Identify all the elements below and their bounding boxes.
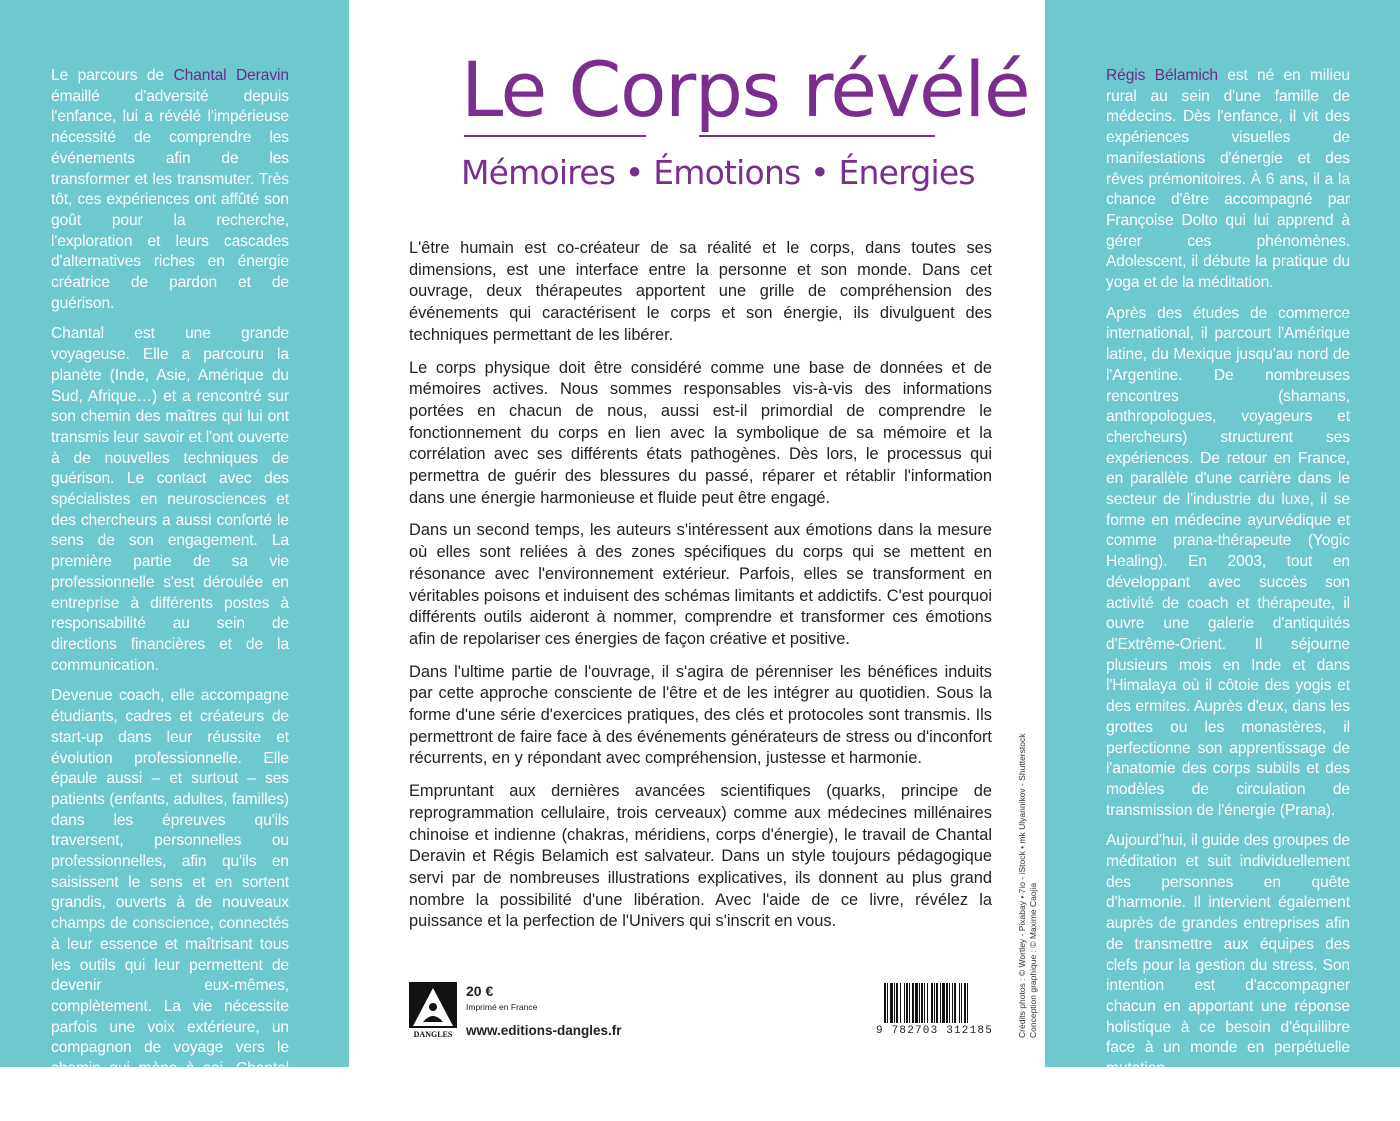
barcode-bar <box>921 983 923 1023</box>
left-bio-paragraph-3: Devenue coach, elle accompagne étudiants, cadres et créateurs de start-up dans leur réussite et évolution professionnelle. Elle épaule aussi – et surtout – ses patients (enfants, adultes, familles) dans les épreuves qu'ils traversent, personnelles ou professionnelles, afin qu'ils en saisissent le sens et en sortent grandis, ouverts à de nouveaux champs de conscience, connectés à leur essence et maîtrisant tous les outils qui leur permettent de devenir eux-mêmes, complètement. La vie nécessite parfois une voix extérieure, un compagnon de voyage vers le chemin qui mène à soi. Chantal Deravin a été cette voix pour de nombreuses personnes. <box>51 687 289 1119</box>
book-subtitle: Mémoires • Émotions • Énergies <box>461 153 975 192</box>
photo-credits <box>1017 734 1038 1038</box>
author-name-regis: Régis Bélamich <box>1106 67 1218 84</box>
barcode-bar <box>904 983 905 1023</box>
barcode-bar <box>954 983 956 1023</box>
barcode-bar <box>900 983 901 1023</box>
barcode-bar <box>884 983 886 1023</box>
barcode-bar <box>896 983 898 1023</box>
barcode-bar <box>936 983 938 1023</box>
barcode-bar <box>906 983 908 1023</box>
barcode-bar <box>942 983 945 1023</box>
right-flap <box>1045 0 1400 1078</box>
author-name-chantal: Chantal Deravin <box>173 67 289 84</box>
barcode <box>884 983 1007 1023</box>
publisher-website[interactable]: www.editions-dangles.fr <box>466 1023 622 1038</box>
right-bio-paragraph-3: Aujourd'hui, il guide des groupes de méditation et suit individuellement des personnes en quête d'harmonie. Il intervient également auprès de grandes entreprises afin de transmettre aux équipes des clefs pour la gestion du stress. Son intention est d'accompagner chacun en apportant une réponse holistique à ce besoin d'équilibre face à un monde en perpétuelle mutation. <box>1106 832 1350 1078</box>
barcode-bar <box>946 983 948 1023</box>
printed-in: Imprimé en France <box>466 1002 538 1012</box>
price: 20 € <box>466 983 494 999</box>
publisher-logo-text: DANGLES <box>413 1030 453 1038</box>
summary-paragraph-3: Dans un second temps, les auteurs s'intéressent aux émotions dans la mesure où elles sont reliées à des zones spécifiques du corps qui se mettent en résonance avec l'environnement extérieur. Parfois, elles se transforment en véritables poisons et induisent des schémas limitants et addictifs. C'est pourquoi différents outils aideront à nommer, comprendre et transformer ces émotions afin de repolariser ces énergies de façon créative et positive. <box>409 521 992 648</box>
left-flap <box>0 0 349 1119</box>
summary-paragraph-1: L'être humain est co-créateur de sa réalité et le corps, dans toutes ses dimensions, est une interface entre la personne et son monde. Dans cet ouvrage, deux thérapeutes apportent une grille de compréhension des événements qui caractérisent le corps et son énergie, ils divulguent des techniques permettant de les libérer. <box>409 239 992 344</box>
barcode-bar <box>967 983 968 1023</box>
barcode-bar <box>952 983 953 1023</box>
credits-line-1: Crédits photos : © Wortley - Pixabay • 7io - iStock • mk Ulyannikov - Shutterstock <box>1017 733 1027 1038</box>
left-bio-paragraph-2: Chantal est une grande voyageuse. Elle a parcouru la planète (Inde, Asie, Amérique du Sud, Afrique…) et a rencontré sur son chemin des maîtres qui lui ont transmis leur savoir et l'ont ouverte à de nouvelles techniques de guérison. Le contact avec des spécialistes en neurosciences et des chercheurs a aussi conforté le sens de son engagement. La première partie de sa vie professionnelle s'est déroulée en entreprise à différents postes à responsabilité au sein de directions financières et de la communication. <box>51 325 289 674</box>
credits-line-2: Conception graphique : © Maxime Caojia <box>1027 882 1038 1038</box>
barcode-bar <box>919 983 920 1023</box>
isbn-number: 9 782703 312185 <box>876 1025 994 1037</box>
back-cover-center <box>349 0 1045 1067</box>
barcode-bar <box>894 983 895 1023</box>
barcode-bar <box>964 983 966 1023</box>
title-underline-left <box>464 135 646 137</box>
barcode-bar <box>961 983 962 1023</box>
barcode-bar <box>927 983 928 1023</box>
right-bio-paragraph-2: Après des études de commerce international, il parcourt l'Amérique latine, du Mexique jusqu'au nord de l'Argentine. De nombreuses rencontres (shamans, anthropologues, voyageurs et chercheurs) structurent ses expériences. De retour en France, en parallèle d'une carrière dans le secteur de l'industrie du luxe, il se forme en médecine ayurvédique et comme prana-thérapeute (Yogic Healing). En 2003, tout en développant avec succès son activité de coach et thérapeute, il ouvre une galerie d'antiquités d'Extrême-Orient. Il séjourne plusieurs mois en Inde et dans l'Himalaya où il côtoie des yogis et des ermites. Auprès d'eux, dans les grottes ou les monastères, il perfectionne son apprentissage de l'anatomie des corps subtils et des modèles de circulation de transmission de l'énergie (Prana). <box>1106 304 1350 819</box>
book-title: Le Corps révélé <box>461 45 1030 134</box>
title-underline-right <box>699 135 935 137</box>
left-bio-paragraph-1: Le parcours de Chantal Deravin émaillé d'adversité depuis l'enfance, lui a révélé l'impérieuse nécessité de comprendre les événements afin de les transformer et les transmuter. Très tôt, ces expériences ont affûté son goût pour la recherche, l'exploration et leurs cascades d'alternatives riches en énergie créatrice de pardon et de guérison. <box>51 67 289 312</box>
summary-paragraph-5: Empruntant aux dernières avancées scientifiques (quarks, principe de reprogrammation cellulaire, trois cerveaux) comme aux médecines millénaires chinoise et indienne (chakras, méridiens, corps d'énergie), le travail de Chantal Deravin et Régis Belamich est salvateur. Dans un style toujours pédagogique servi par de nombreuses illustrations explicatives, ils donnent au plus grand nombre la possibilité d'une libération. Avec l'aide de ce livre, révélez la puissance et la perfection de l'Univers qui s'inscrit en vous. <box>409 782 992 931</box>
book-summary <box>409 238 992 944</box>
barcode-bar <box>890 983 893 1023</box>
barcode-bar <box>915 983 918 1023</box>
barcode-bar <box>940 983 941 1023</box>
summary-paragraph-4: Dans l'ultime partie de l'ouvrage, il s'agira de pérenniser les bénéfices induits par cette approche consciente de l'être et de les intégrer au quotidien. Sous la forme d'une série d'exercices pratiques, des clés et protocoles sont transmis. Ils permettront de faire face à des événements générateurs de stress ou d'inconfort récurrents, en y répondant avec compréhension, justesse et harmonie. <box>409 662 992 768</box>
barcode-bar <box>949 983 950 1023</box>
summary-paragraph-2: Le corps physique doit être considéré comme une base de données et de mémoires actives. Nous sommes responsables vis-à-vis des informations portées en chacun de nous, aussi est-il primordial de comprendre le fonctionnement du corps en lien avec la symbolique de sa mémoire et la corrélation avec ses différents états pathogènes. Dès lors, le processus qui permettra de guérir des blessures du passé, réparer et rétablir l'information dans une énergie harmonieuse et fluide peut être engagé. <box>409 358 992 507</box>
right-bio-paragraph-1: Régis Bélamich est né en milieu rural au sein d'une famille de médecins. Dès l'enfance, il vit des expériences visuelles de manifestations d'énergie et des rêves prémonitoires. À 6 ans, il a la chance d'être accompagné par Françoise Dolto qui lui apprend à gérer ces phénomènes. Adolescent, il débute la pratique du yoga et de la méditation. <box>1106 67 1350 292</box>
barcode-bar <box>934 983 935 1023</box>
publisher-logo <box>409 982 457 1038</box>
barcode-bar <box>959 983 960 1023</box>
barcode-bar <box>909 983 910 1023</box>
barcode-bar <box>887 983 888 1023</box>
barcode-bar <box>912 983 914 1023</box>
barcode-bar <box>931 983 933 1023</box>
barcode-bar <box>924 983 925 1023</box>
